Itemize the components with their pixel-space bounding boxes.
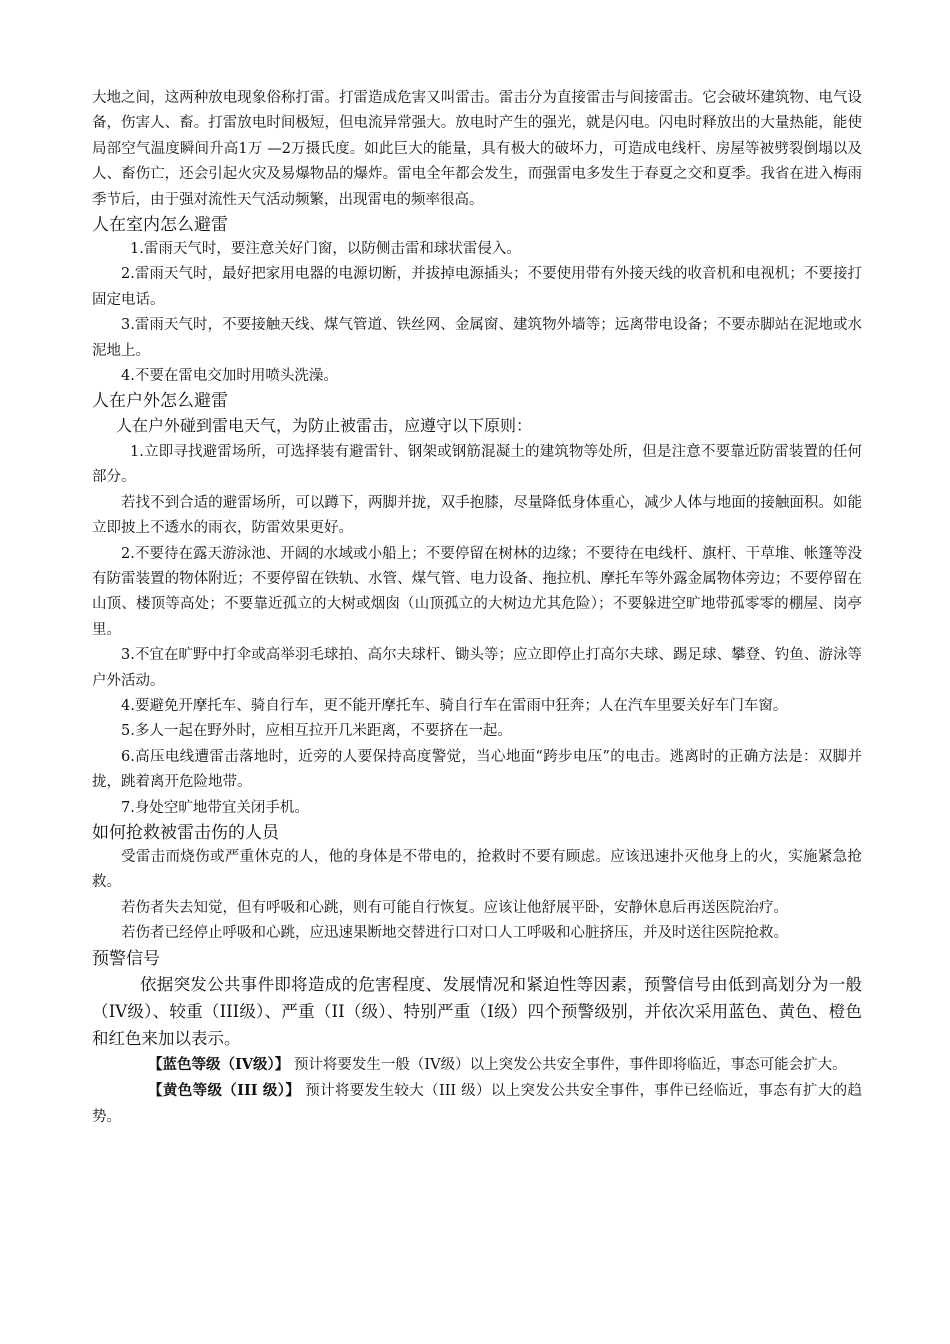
intro-paragraph: 大地之间，这两种放电现象俗称打雷。打雷造成危害又叫雷击。雷击分为直接雷击与间接雷击。它会破坏建筑物、电气设备，伤害人、畜。打雷放电时间极短，但电流异常强大。放电时产生的强光，就是闪电。闪电时释放出的大量热能，能使局部空气温度瞬间升高1万 —2万摄氏度。如此巨大的能量，具有极大的破坏力，可造成电线杆、房屋等被劈裂倒塌以及人、畜伤亡，还会引起火灾及易爆物品的爆炸。雷电全年都会发生，而强雷电多发生于春夏之交和夏季。我省在进入梅雨季节后，由于强对流性天气活动频繁，出现雷电的频率很高。 (92, 90, 862, 208)
outdoor-lead: 人在户外碰到雷电天气，为防止被雷击，应遵守以下原则： (116, 416, 533, 436)
outdoor-item: 3.不宜在旷野中打伞或高举羽毛球拍、高尔夫球杆、锄头等；应立即停止打高尔夫球、踢足球、攀登、钓鱼、游泳等户外活动。 (92, 647, 862, 689)
section-heading-rescue: 如何抢救被雷击伤的人员 (92, 823, 279, 844)
outdoor-item: 1.立即寻找避雷场所，可选择装有避雷针、钢架或钢筋混凝土的建筑物等处所，但是注意不要靠近防雷装置的任何部分。 (92, 443, 862, 486)
outdoor-item: 5.多人一起在野外时，应相互拉开几米距离，不要挤在一起。 (121, 723, 512, 740)
indoor-item: 3.雷雨天气时，不要接触天线、煤气管道、铁丝网、金属窗、建筑物外墙等；远离带电设备；不要赤脚站在泥地或水泥地上。 (92, 317, 862, 359)
warning-level-label: 【蓝色等级（IV级）】 (148, 1055, 290, 1073)
document-page (92, 86, 862, 1130)
outdoor-item: 2.不要待在露天游泳池、开阔的水域或小船上；不要停留在树林的边缘；不要待在电线杆、旗杆、干草堆、帐篷等没有防雷装置的物体附近；不要停留在铁轨、水管、煤气管、电力设备、拖拉机、摩托车等外露金属物体旁边；不要停留在山顶、楼顶等高处；不要靠近孤立的大树或烟囱（山顶孤立的大树边尤其危险）；不要躲进空旷地带孤零零的棚屋、岗亭里。 (92, 545, 862, 638)
rescue-item: 若伤者失去知觉，但有呼吸和心跳，则有可能自行恢复。应该让他舒展平卧，安静休息后再送医院治疗。 (121, 899, 788, 916)
outdoor-item: 6.高压电线遭雷击落地时，近旁的人要保持高度警觉，当心地面“跨步电压”的电击。逃离时的正确方法是：双脚并拢，跳着离开危险地带。 (92, 748, 862, 791)
warning-level-text: 预计将要发生较大（III 级）以上突发公共安全事件，事件已经临近，事态有扩大的趋势。 (92, 1083, 862, 1125)
warning-level-label: 【黄色等级（III 级）】 (148, 1082, 301, 1100)
warning-intro: 依据突发公共事件即将造成的危害程度、发展情况和紧迫性等因素，预警信号由低到高划分为一般（IV级）、较重（III级）、严重（II（级）、特别严重（I级）四个预警级别，并依次采用蓝色、黄色、橙色和红色来加以表示。 (92, 974, 862, 1048)
outdoor-item: 若找不到合适的避雷场所，可以蹲下，两脚并拢，双手抱膝，尽量降低身体重心，减少人体与地面的接触面积。如能立即披上不透水的雨衣，防雷效果更好。 (92, 494, 862, 537)
warning-level-text: 预计将要发生一般（IV级）以上突发公共安全事件，事件即将临近，事态可能会扩大。 (289, 1056, 847, 1073)
warning-level-blue (92, 1052, 862, 1078)
section-heading-warning: 预警信号 (92, 948, 160, 969)
outdoor-item: 7.身处空旷地带宜关闭手机。 (121, 799, 309, 816)
warning-level-yellow (92, 1078, 862, 1130)
rescue-item: 受雷击而烧伤或严重休克的人，他的身体是不带电的，抢救时不要有顾虑。应该迅速扑灭他身上的火，实施紧急抢救。 (92, 849, 862, 891)
outdoor-item: 4.要避免开摩托车、骑自行车，更不能开摩托车、骑自行车在雷雨中狂奔；人在汽车里要关好车门车窗。 (121, 698, 788, 715)
section-heading-indoor: 人在室内怎么避雷 (92, 215, 228, 236)
section-heading-outdoor: 人在户外怎么避雷 (92, 391, 228, 412)
indoor-item: 4.不要在雷电交加时用喷头洗澡。 (121, 368, 338, 385)
indoor-item: 2.雷雨天气时，最好把家用电器的电源切断，并拔掉电源插头；不要使用带有外接天线的收音机和电视机；不要接打固定电话。 (92, 266, 862, 308)
rescue-item: 若伤者已经停止呼吸和心跳，应迅速果断地交替进行口对口人工呼吸和心脏挤压，并及时送往医院抢救。 (121, 925, 788, 942)
indoor-item: 1.雷雨天气时，要注意关好门窗，以防侧击雷和球状雷侵入。 (130, 241, 521, 258)
